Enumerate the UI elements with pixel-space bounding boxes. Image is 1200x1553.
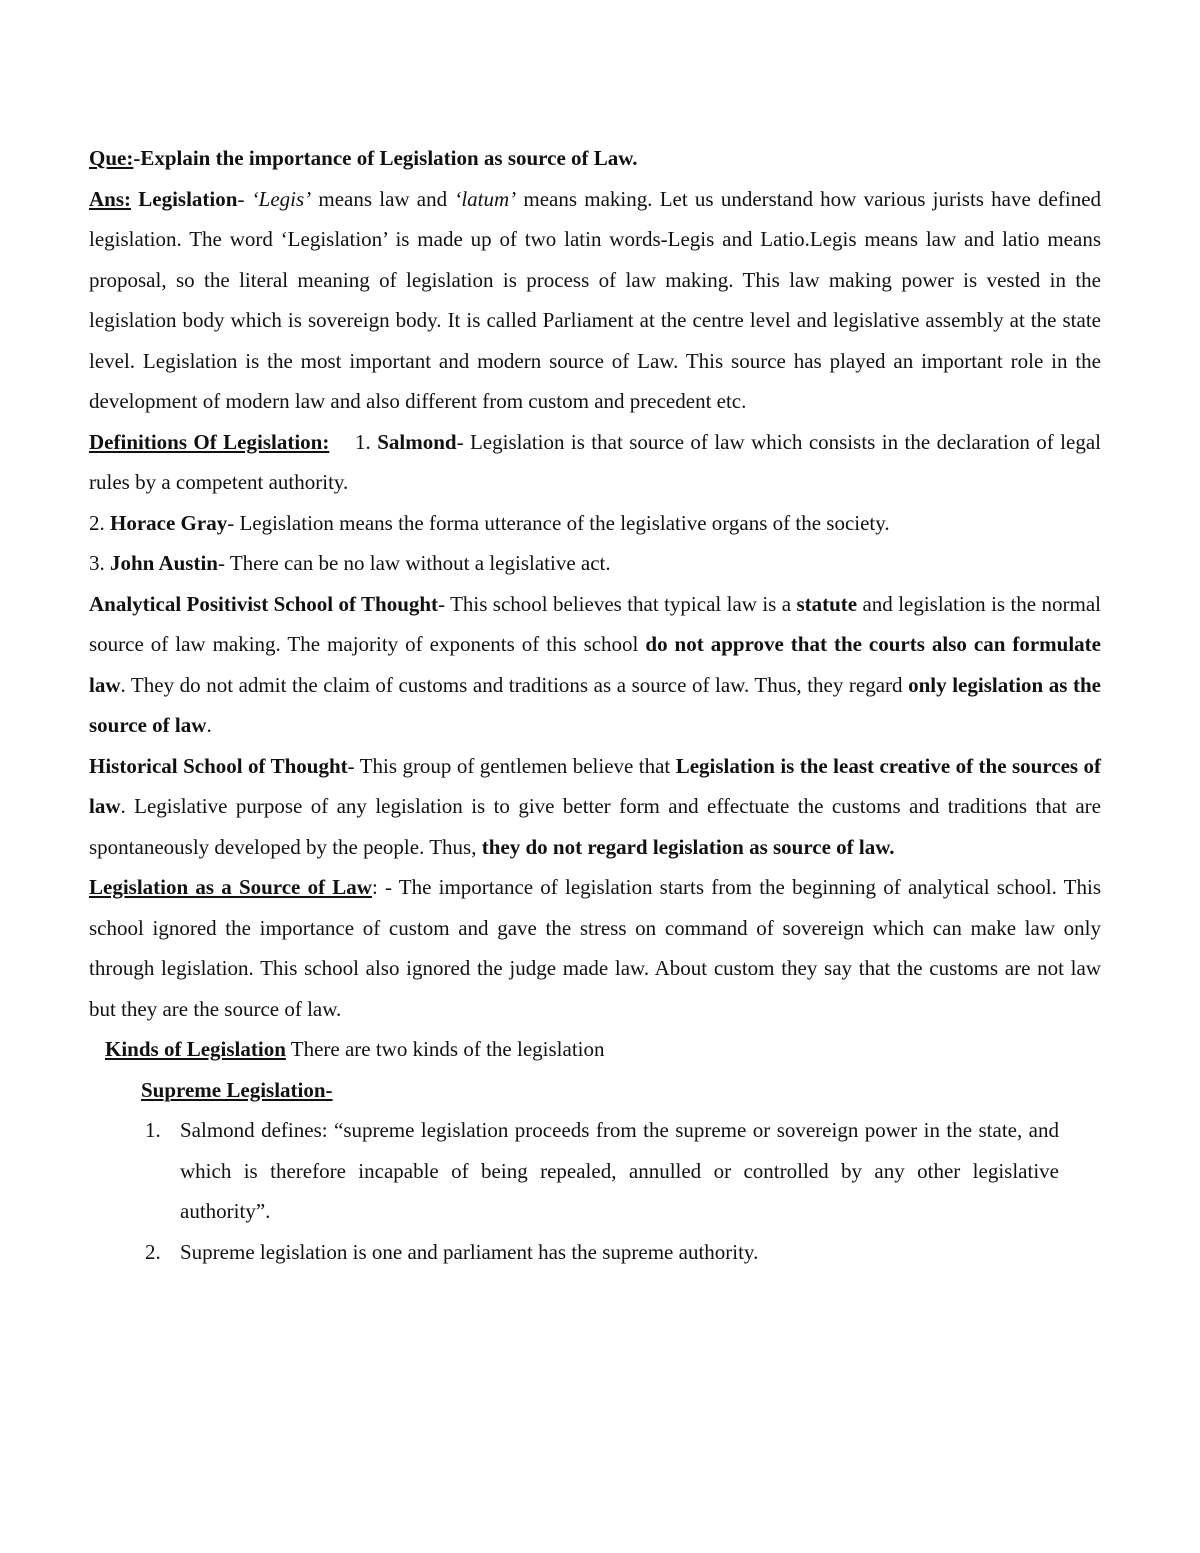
list-item — [89, 1232, 1101, 1273]
supreme-heading-line — [89, 1070, 1101, 1111]
list-item-text: Supreme legislation is one and parliament has the supreme authority. — [180, 1239, 759, 1264]
analytical-bold-1: statute — [796, 591, 858, 616]
definition-2-text: - Legislation means the forma utterance of the legislative organs of the society. — [227, 510, 890, 535]
source-text: : - The importance of legislation starts from the beginning of analytical school. This school ignored the importance of custom and gave the stress on command of sovereign which can make law only through legislation. This school also ignored the judge made law. About custom they say that the customs are not law but they are the source of law. — [89, 875, 1101, 1021]
answer-legis: ‘Legis’ — [251, 186, 312, 211]
definition-1-text: - Legislation is that source of law which consists in the declaration of legal rules by a competent authority. — [89, 429, 1101, 494]
answer-mid: means law and — [311, 186, 455, 211]
analytical-heading: Analytical Positivist School of Thought — [89, 591, 439, 616]
question-text: -Explain the importance of Legislation as source of Law. — [133, 146, 638, 170]
definition-3 — [89, 543, 1101, 584]
historical-text-1: - This group of gentlemen believe that — [347, 753, 676, 778]
answer-term: Legislation — [138, 186, 238, 211]
document-page — [89, 138, 1101, 1272]
historical-text-2: . Legislative purpose of any legislation is to give better form and effectuate the customs and traditions that are spontaneously developed by the people. Thus, — [89, 794, 1101, 859]
definitions-heading: Definitions Of Legislation: — [89, 429, 330, 454]
definitions-paragraph — [89, 422, 1101, 503]
list-item — [89, 1110, 1101, 1232]
definition-3-num: 3. — [89, 551, 105, 575]
kinds-text: There are two kinds of the legislation — [285, 1037, 605, 1061]
analytical-text-1: - This school believes that typical law is a — [438, 591, 797, 616]
definition-2-name: Horace Gray — [110, 510, 228, 535]
analytical-text-2: and legislation is the normal source of law making. The majority of exponents of this school — [89, 591, 1101, 656]
answer-latum: ‘latum’ — [454, 186, 517, 211]
supreme-list — [89, 1110, 1101, 1272]
question-line — [89, 138, 1101, 179]
historical-paragraph — [89, 746, 1101, 868]
supreme-heading: Supreme Legislation- — [141, 1077, 333, 1102]
definition-2 — [89, 503, 1101, 544]
answer-paragraph — [89, 179, 1101, 422]
historical-bold-1: Legislation is the least creative of the sources of law — [89, 753, 1101, 818]
definition-3-name: John Austin — [110, 551, 218, 575]
source-heading: Legislation as a Source of Law — [89, 875, 372, 899]
list-item-number: 2. — [145, 1239, 161, 1264]
definition-1-num: 1. — [355, 429, 371, 454]
analytical-text-3: . They do not admit the claim of customs and traditions as a source of law. Thus, they regard — [120, 672, 909, 697]
analytical-paragraph — [89, 584, 1101, 746]
list-item-number: 1. — [145, 1118, 161, 1142]
analytical-bold-2: do not approve that the courts also can formulate law — [89, 632, 1101, 697]
kinds-heading: Kinds of Legislation — [105, 1037, 286, 1061]
list-item-text: Salmond defines: “supreme legislation proceeds from the supreme or sovereign power in the state, and which is therefore incapable of being repealed, annulled or controlled by any other legislative authority”. — [180, 1118, 1059, 1223]
source-paragraph — [89, 867, 1101, 1029]
definition-3-text: - There can be no law without a legislative act. — [217, 551, 611, 575]
historical-bold-2: they do not regard legislation as source of law. — [481, 834, 895, 859]
definition-2-num: 2. — [89, 510, 105, 535]
answer-dash: - — [237, 186, 252, 211]
kinds-line — [89, 1029, 1101, 1070]
answer-label: Ans: — [89, 186, 132, 211]
analytical-bold-3: only legislation as the source of law — [89, 672, 1101, 737]
answer-body: means making. Let us understand how various jurists have defined legislation. The word ‘Legislation’ is made up of two latin words-Legis and Latio.Legis means law and latio means proposal, so the literal meaning of legislation is process of law making. This law making power is vested in the legislation body which is sovereign body. It is called Parliament at the centre level and legislative assembly at the state level. Legislation is the most important and modern source of Law. This source has played an important role in the development of modern law and also different from custom and precedent etc. — [89, 186, 1102, 413]
analytical-text-4: . — [206, 713, 212, 737]
historical-heading: Historical School of Thought — [89, 753, 348, 778]
definition-1-name: Salmond — [377, 429, 457, 454]
question-label: Que: — [89, 146, 134, 170]
